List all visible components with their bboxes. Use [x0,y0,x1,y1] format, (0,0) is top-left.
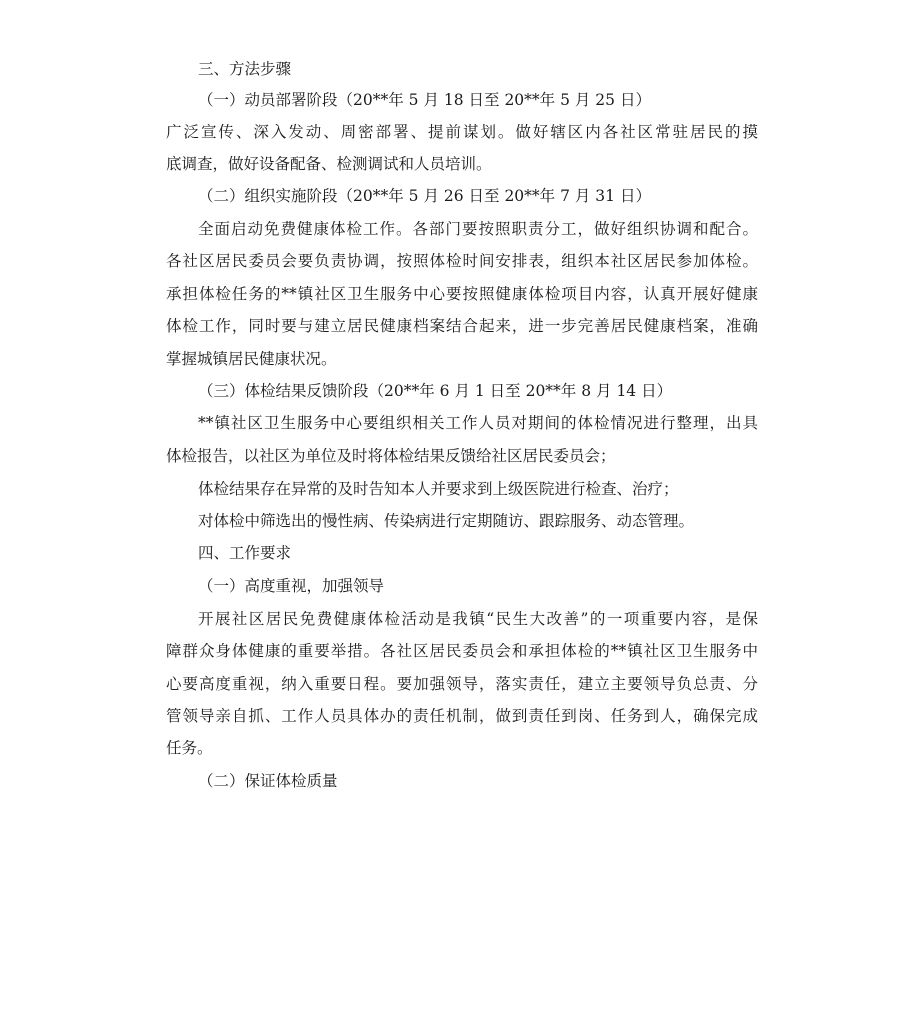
paragraph-line: 心要高度重视，纳入重要日程。要加强领导，落实责任，建立主要领导负总责、分 [166,675,758,693]
subheading-attach-importance: （一）高度重视，加强领导 [198,577,385,595]
section-heading-methods: 三、方法步骤 [198,60,292,78]
paragraph-line: 底调查，做好设备配备、检测调试和人员培训。 [166,155,492,173]
paragraph-line: 掌握城镇居民健康状况。 [166,350,337,368]
subheading-mobilization-stage: （一）动员部署阶段（20**年 5 月 18 日至 20**年 5 月 25 日） [198,91,651,109]
subheading-ensure-quality: （二）保证体检质量 [198,772,338,790]
paragraph-line: 对体检中筛选出的慢性病、传染病进行定期随访、跟踪服务、动态管理。 [198,512,695,530]
paragraph-line: **镇社区卫生服务中心要组织相关工作人员对期间的体检情况进行整理，出具 [198,414,758,432]
paragraph-line: 承担体检任务的**镇社区卫生服务中心要按照健康体检项目内容，认真开展好健康 [166,285,758,303]
paragraph-line: 开展社区居民免费健康体检活动是我镇“民生大改善”的一项重要内容，是保 [198,610,758,628]
section-heading-requirements: 四、工作要求 [198,544,292,562]
subheading-implementation-stage: （二）组织实施阶段（20**年 5 月 26 日至 20**年 7 月 31 日） [198,187,651,205]
paragraph-line: 管领导亲自抓、工作人员具体办的责任机制，做到责任到岗、任务到人，确保完成 [166,707,758,725]
paragraph-line: 广泛宣传、深入发动、周密部署、提前谋划。做好辖区内各社区常驻居民的摸 [166,123,758,141]
paragraph-line: 全面启动免费健康体检工作。各部门要按照职责分工，做好组织协调和配合。 [198,220,758,238]
paragraph-line: 任务。 [166,739,213,757]
paragraph-line: 体检工作，同时要与建立居民健康档案结合起来，进一步完善居民健康档案，准确 [166,317,758,335]
paragraph-line: 障群众身体健康的重要举措。各社区居民委员会和承担体检的**镇社区卫生服务中 [166,642,758,660]
paragraph-line: 各社区居民委员会要负责协调，按照体检时间安排表，组织本社区居民参加体检。 [166,252,758,270]
paragraph-line: 体检报告，以社区为单位及时将体检结果反馈给社区居民委员会； [166,447,616,465]
paragraph-line: 体检结果存在异常的及时告知本人并要求到上级医院进行检查、治疗； [198,480,679,498]
subheading-feedback-stage: （三）体检结果反馈阶段（20**年 6 月 1 日至 20**年 8 月 14 日） [198,382,673,400]
